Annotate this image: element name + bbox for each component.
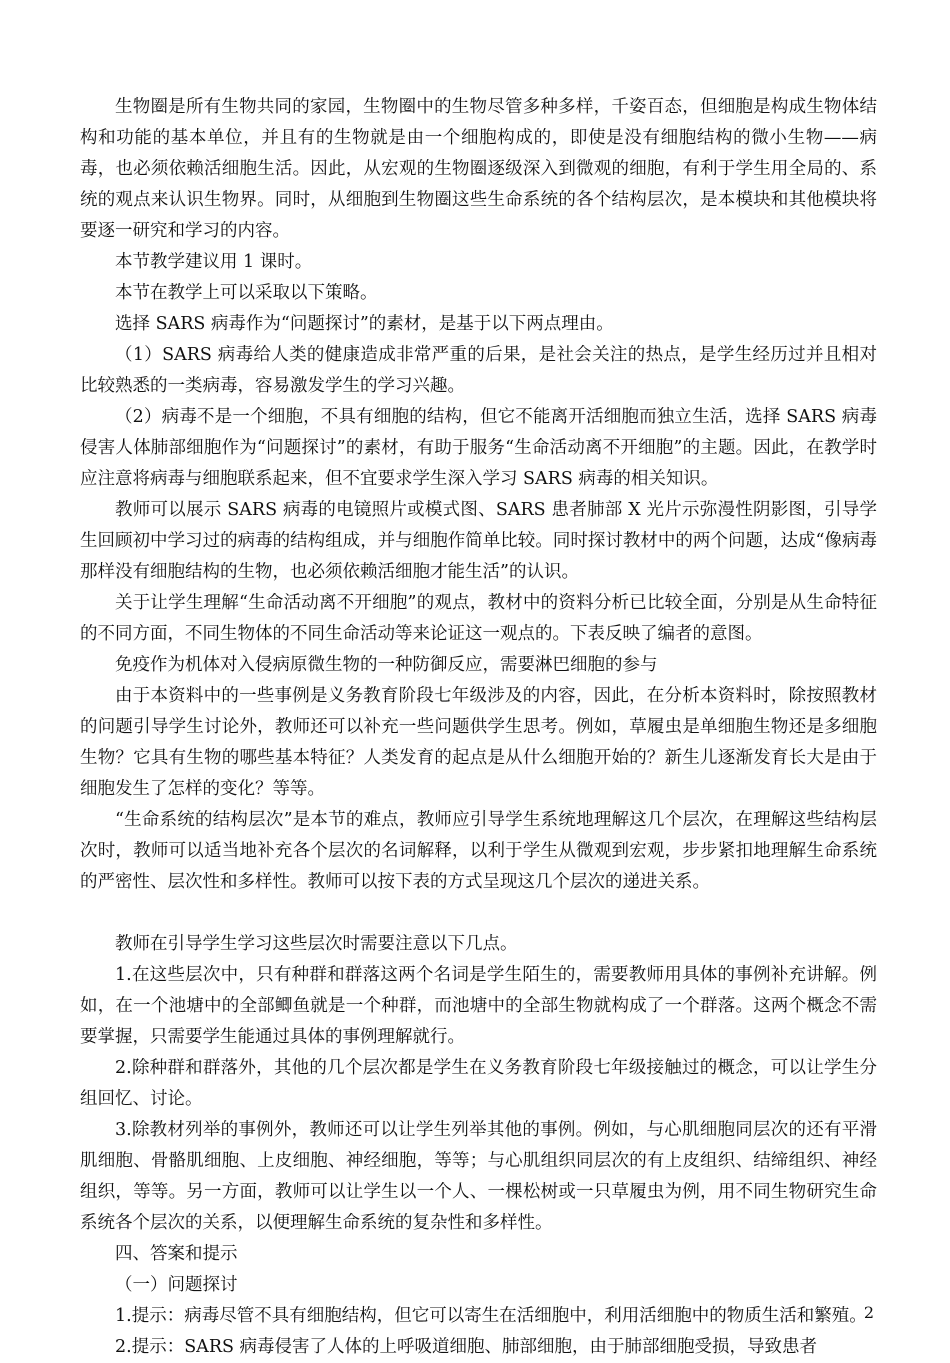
paragraph: 2.提示：SARS 病毒侵害了人体的上呼吸道细胞、肺部细胞，由于肺部细胞受损，导致患者 [115, 1337, 818, 1357]
paragraph: 1.提示：病毒尽管不具有细胞结构，但它可以寄生在活细胞中，利用活细胞中的物质生活和繁殖。 [115, 1306, 867, 1326]
paragraph: 1.在这些层次中，只有种群和群落这两个名词是学生陌生的，需要教师用具体的事例补充讲解。例如，在一个池塘中的全部鲫鱼就是一个种群，而池塘中的全部生物就构成了一个群落。这两个概念不需要掌握，只需要学生能通过具体的事例理解就行。 [80, 965, 877, 1047]
document-body [80, 92, 877, 1363]
paragraph: 2.除种群和群落外，其他的几个层次都是学生在义务教育阶段七年级接触过的概念，可以让学生分组回忆、讨论。 [80, 1058, 877, 1109]
page-number: 2 [863, 1303, 874, 1322]
paragraph: （2）病毒不是一个细胞，不具有细胞的结构，但它不能离开活细胞而独立生活，选择 SARS 病毒侵害人体肺部细胞作为“问题探讨”的素材，有助于服务“生命活动离不开细胞”的主题。因此，在教学时应注意将病毒与细胞联系起来，但不宜要求学生深入学习 SARS 病毒的相关知识。 [80, 407, 877, 489]
paragraph: “生命系统的结构层次”是本节的难点，教师应引导学生系统地理解这几个层次，在理解这些结构层次时，教师可以适当地补充各个层次的名词解释，以利于学生从微观到宏观，步步紧扣地理解生命系统的严密性、层次性和多样性。教师可以按下表的方式呈现这几个层次的递进关系。 [80, 810, 877, 892]
paragraph: 选择 SARS 病毒作为“问题探讨”的素材，是基于以下两点理由。 [115, 314, 614, 334]
paragraph: 本节教学建议用 1 课时。 [115, 252, 313, 272]
paragraph: 本节在教学上可以采取以下策略。 [115, 283, 378, 303]
paragraph: 3.除教材列举的事例外，教师还可以让学生列举其他的事例。例如，与心肌细胞同层次的还有平滑肌细胞、骨骼肌细胞、上皮细胞、神经细胞，等等；与心肌组织同层次的有上皮组织、结缔组织、神经组织，等等。另一方面，教师可以让学生以一个人、一棵松树或一只草履虫为例，用不同生物研究生命系统各个层次的关系，以便理解生命系统的复杂性和多样性。 [80, 1120, 877, 1233]
paragraph: 关于让学生理解“生命活动离不开细胞”的观点，教材中的资料分析已比较全面，分别是从生命特征的不同方面，不同生物体的不同生命活动等来论证这一观点的。下表反映了编者的意图。 [80, 593, 877, 644]
paragraph: （1）SARS 病毒给人类的健康造成非常严重的后果，是社会关注的热点，是学生经历过并且相对比较熟悉的一类病毒，容易激发学生的学习兴趣。 [80, 345, 877, 396]
blank-space [80, 898, 877, 929]
section-heading: 四、答案和提示 [115, 1244, 238, 1264]
paragraph: 由于本资料中的一些事例是义务教育阶段七年级涉及的内容，因此，在分析本资料时，除按照教材的问题引导学生讨论外，教师还可以补充一些问题供学生思考。例如，草履虫是单细胞生物还是多细胞生物？它具有生物的哪些基本特征？人类发育的起点是从什么细胞开始的？新生儿逐渐发育长大是由于细胞发生了怎样的变化？等等。 [80, 686, 877, 799]
paragraph: 教师在引导学生学习这些层次时需要注意以下几点。 [115, 934, 518, 954]
paragraph: 教师可以展示 SARS 病毒的电镜照片或模式图、SARS 患者肺部 X 光片示弥漫性阴影图，引导学生回顾初中学习过的病毒的结构组成，并与细胞作简单比较。同时探讨教材中的两个问题，达成“像病毒那样没有细胞结构的生物，也必须依赖活细胞才能生活”的认识。 [80, 500, 877, 582]
subsection-heading: （一）问题探讨 [115, 1275, 238, 1295]
paragraph: 生物圈是所有生物共同的家园，生物圈中的生物尽管多种多样，千姿百态，但细胞是构成生物体结构和功能的基本单位，并且有的生物就是由一个细胞构成的，即使是没有细胞结构的微小生物——病毒，也必须依赖活细胞生活。因此，从宏观的生物圈逐级深入到微观的细胞，有利于学生用全局的、系统的观点来认识生物界。同时，从细胞到生物圈这些生命系统的各个结构层次，是本模块和其他模块将要逐一研究和学习的内容。 [80, 97, 877, 241]
paragraph: 免疫作为机体对入侵病原微生物的一种防御反应，需要淋巴细胞的参与 [115, 655, 658, 675]
